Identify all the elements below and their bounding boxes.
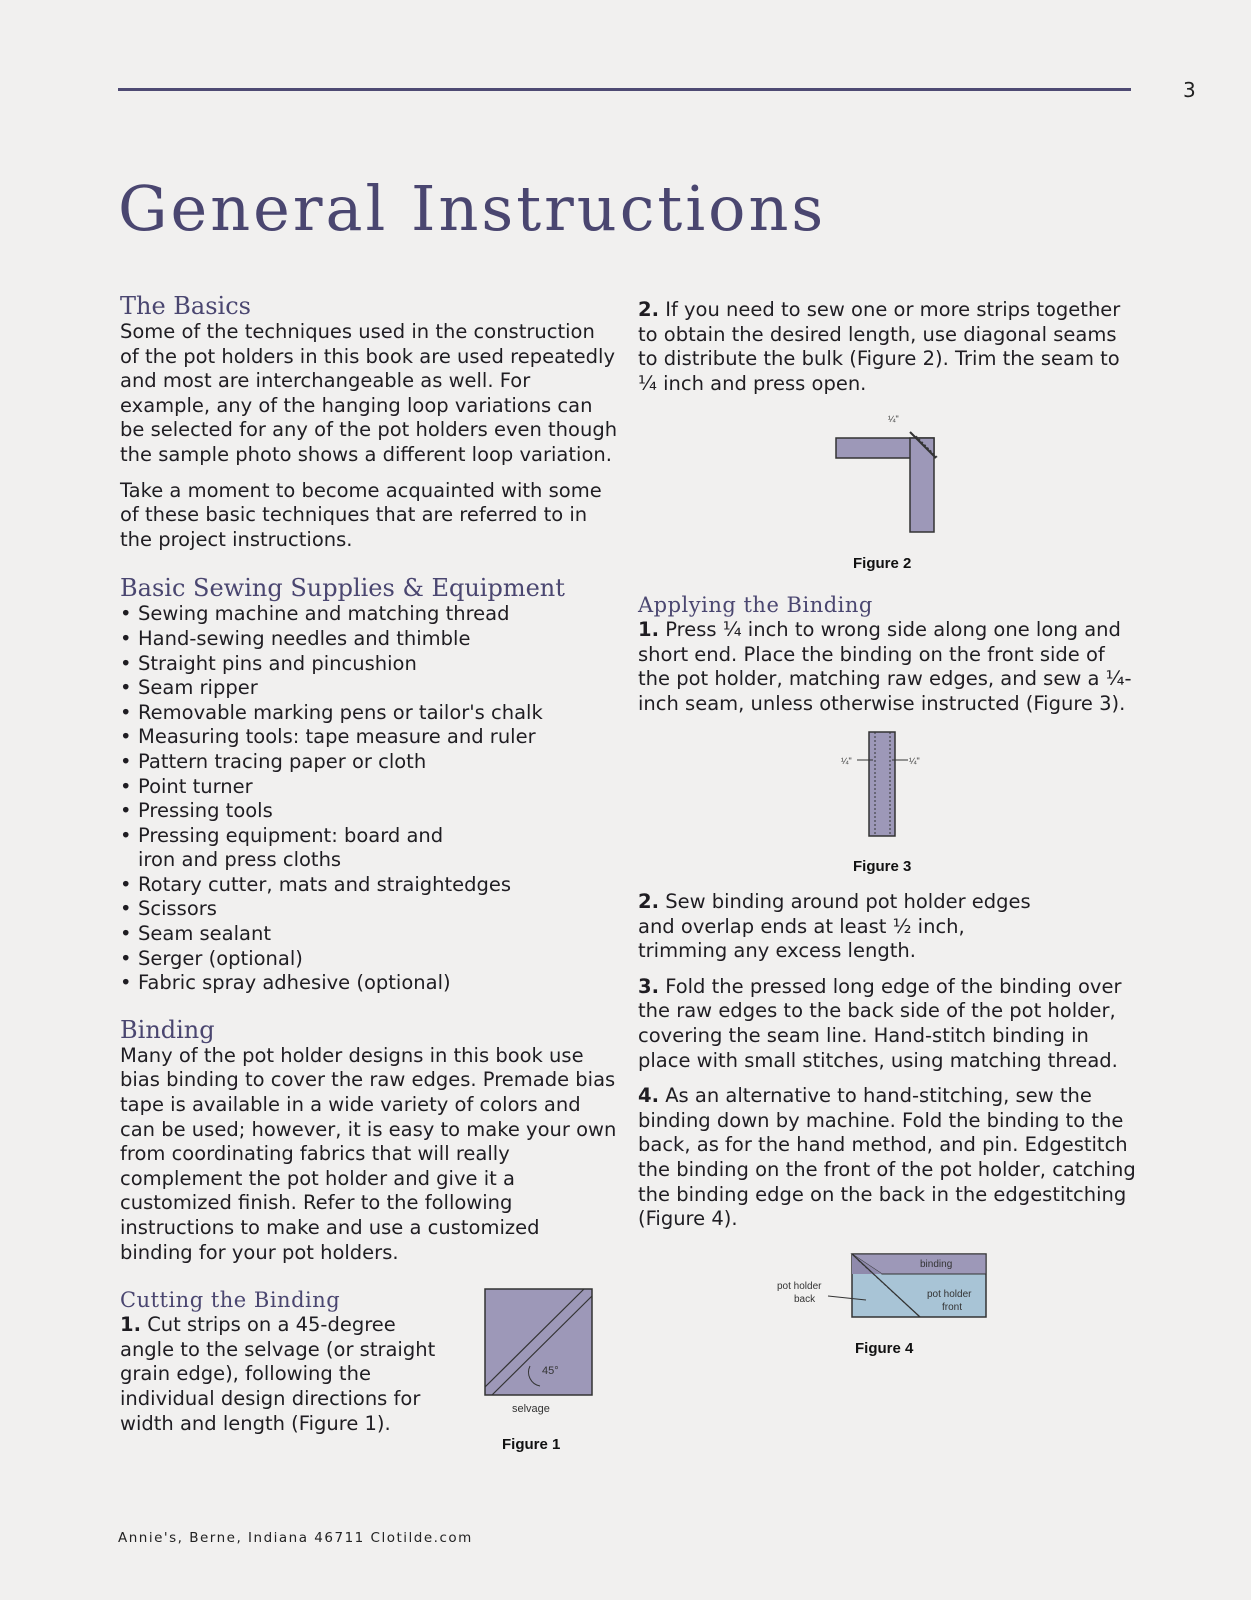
back-label-1: pot holder [777, 1281, 822, 1292]
quarter-inch-label: ¼" [888, 414, 899, 424]
page-number: 3 [1183, 78, 1196, 102]
section-heading-cutting: Cutting the Binding [120, 1288, 341, 1313]
step-number: 1. [638, 618, 659, 641]
front-label-1: pot holder [927, 1289, 972, 1300]
section-heading-binding: Binding [120, 1015, 215, 1044]
back-label-2: back [794, 1294, 816, 1305]
step-number: 4. [638, 1084, 659, 1108]
list-item: • Hand-sewing needles and thimble [120, 627, 618, 652]
list-item: • Removable marking pens or tailor's chalk [120, 701, 618, 726]
applying-step-2 [638, 890, 1058, 964]
applying-steps [638, 890, 1138, 1232]
right-column-top [638, 298, 1138, 396]
list-item: • Scissors [120, 897, 618, 922]
page-title: General Instructions [118, 172, 827, 245]
list-item: • Fabric spray adhesive (optional) [120, 971, 618, 996]
fabric-square [485, 1289, 592, 1395]
applying-step-4 [638, 1084, 1138, 1232]
step-number: 1. [120, 1313, 141, 1337]
section-heading-basics: The Basics [120, 292, 251, 320]
cutting-step-1 [120, 1313, 450, 1436]
step-text: As an alternative to hand-stitching, sew the binding down by machine. Fold the binding to the back, as for the hand method, and pin. Edgestitch the binding on the front of the pot holder, catching the binding edge on the back in the edgestitching (Figure 4). [638, 1084, 1136, 1231]
list-item: • Seam ripper [120, 676, 618, 701]
list-item: • Pressing equipment: board and iron and press cloths [120, 824, 478, 873]
list-item: • Pressing tools [120, 799, 618, 824]
list-item: • Point turner [120, 775, 618, 800]
figure-2-diagram [830, 410, 945, 535]
list-item: • Sewing machine and matching thread [120, 602, 618, 627]
right-step-2 [638, 298, 1138, 396]
list-item: • Serger (optional) [120, 947, 618, 972]
basics-paragraph-2: Take a moment to become acquainted with some of these basic techniques that are referred to in the project instructions. [120, 478, 602, 551]
step-text: Sew binding around pot holder edges and overlap ends at least ½ inch, trimming any excess length. [638, 890, 1031, 963]
list-item: • Straight pins and pincushion [120, 652, 618, 677]
step-text: Fold the pressed long edge of the binding over the raw edges to the back side of the pot holder, covering the seam line. Hand-stitch binding in place with small stitches, using matching thread. [638, 974, 1122, 1072]
footer-text: Annie's, Berne, Indiana 46711 Clotilde.com [118, 1530, 473, 1546]
figure-4-diagram [770, 1250, 1000, 1325]
figure-3-caption: Figure 3 [853, 858, 912, 875]
angle-label: 45° [542, 1365, 559, 1377]
figure-4-caption: Figure 4 [855, 1340, 914, 1357]
binding-paragraph: Many of the pot holder designs in this book use bias binding to cover the raw edges. Premade bias tape is available in a wide variety of colors and can be used; however, it is easy to make your own from coordinating fabrics that will really complement the pot holder and give it a customized finish. Refer to the following instructions to make and use a customized binding for your pot holders. [120, 1043, 617, 1264]
left-column [120, 292, 618, 1436]
list-item: • Rotary cutter, mats and straightedges [120, 873, 618, 898]
figure-1-caption: Figure 1 [502, 1436, 561, 1453]
applying-step-1 [638, 618, 1138, 716]
applying-section [638, 592, 1138, 716]
applying-step-3 [638, 975, 1138, 1073]
list-item: • Measuring tools: tape measure and ruler [120, 725, 618, 750]
section-heading-supplies: Basic Sewing Supplies & Equipment [120, 574, 565, 603]
step-text: If you need to sew one or more strips together to obtain the desired length, use diagonal seams to distribute the bulk (Figure 2). Trim the seam to ¼ inch and press open. [638, 298, 1121, 395]
right-quarter-label: ¼" [909, 756, 920, 766]
binding-label: binding [920, 1259, 953, 1270]
figure-2-caption: Figure 2 [853, 555, 912, 572]
left-quarter-label: ¼" [841, 756, 852, 766]
step-number: 2. [638, 890, 659, 913]
front-label-2: front [942, 1302, 963, 1313]
header-rule [118, 88, 1131, 91]
figure-1-diagram [480, 1286, 610, 1416]
section-heading-applying: Applying the Binding [638, 593, 873, 617]
list-item: • Pattern tracing paper or cloth [120, 750, 618, 775]
list-item: • Seam sealant [120, 922, 618, 947]
step-text: Cut strips on a 45-degree angle to the selvage (or straight grain edge), following the individual design directions for width and length (Figure 1). [120, 1313, 436, 1435]
step-number: 2. [638, 298, 659, 321]
binding-strip [869, 732, 895, 836]
figure-3-diagram [835, 726, 935, 841]
basics-paragraph-1: Some of the techniques used in the construction of the pot holders in this book are used repeatedly and most are interchangeable as well. For example, any of the hanging loop variations can be selected for any of the pot holders even though the sample photo shows a different loop variation. [120, 320, 618, 466]
step-text: Press ¼ inch to wrong side along one long and short end. Place the binding on the front side of the pot holder, matching raw edges, and sew a ¼-inch seam, unless otherwise instructed (Figure 3). [638, 618, 1132, 715]
selvage-label: selvage [512, 1403, 550, 1415]
supplies-list [120, 602, 618, 996]
step-number: 3. [638, 974, 659, 998]
